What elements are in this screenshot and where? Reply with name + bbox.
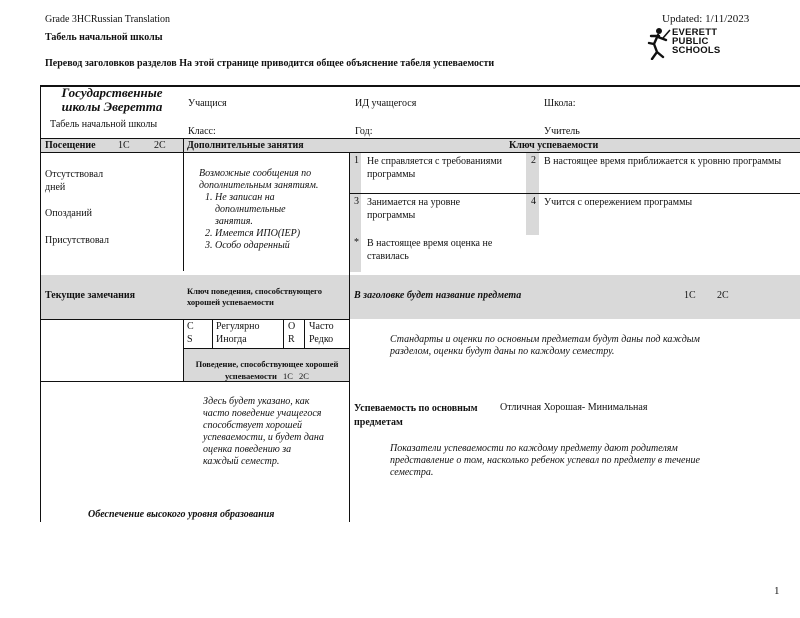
logo-line-3: SCHOOLS xyxy=(672,45,721,56)
additional-item-1: 1. Не записан на дополнительные занятия. xyxy=(215,192,324,228)
additional-explanation: Возможные сообщения по дополнительным занятиям. 1. Не записан на дополнительные занятия. 2. Имеется ИПО(IEP) 3. Особо одаренный xyxy=(199,168,324,252)
behavior-section-title: Поведение, способствующее хорошей успеваемости 1С 2С xyxy=(195,359,339,381)
school-subtitle: Табель начальной школы xyxy=(50,119,158,130)
attendance-row-absent: Отсутствовал дней xyxy=(45,169,104,193)
student-label: Учащися xyxy=(188,98,227,109)
key-text-2: В настоящее время приближается к уровню программы xyxy=(544,156,782,167)
grade-label: Grade 3HCRussian Translation xyxy=(45,14,170,25)
page-number: 1 xyxy=(774,585,780,597)
subject-header: В заголовке будет название предмета xyxy=(354,290,522,301)
standards-note: Стандарты и оценки по основным предметам будут даны под каждым разделом, оценки будут даны по каждому семестру. xyxy=(390,334,700,357)
behavior-code-o: O xyxy=(288,321,296,332)
behavior-key-title: Ключ поведения, способствующего хорошей успеваемости xyxy=(187,286,322,307)
attendance-title: Посещение xyxy=(45,140,96,151)
key-text-star: В настоящее время оценка не ставилась xyxy=(367,238,493,262)
behavior-label-r: Редко xyxy=(309,334,334,345)
logo-line-2: PUBLIC xyxy=(672,36,709,47)
key-num-star: * xyxy=(354,237,359,248)
key-num-4: 4 xyxy=(531,196,536,207)
behavior-label-o: Часто xyxy=(309,321,334,332)
behavior-label-s: Иногда xyxy=(216,334,247,345)
indicators-note: Показатели успеваемости по каждому предмету дают родителям представление о том, насколько ребенок успевал по предмету в течение семестра. xyxy=(390,443,700,478)
teacher-label: Учитель xyxy=(544,126,580,137)
key-text-3: Занимается на уровне программы xyxy=(367,197,461,221)
behavior-code-c: C xyxy=(187,321,194,332)
school-title: Государственные школы Эверетта xyxy=(61,85,163,114)
behavior-code-r: R xyxy=(288,334,295,345)
attendance-col-2: 2С xyxy=(154,140,166,151)
subject-col-2: 2С xyxy=(717,290,729,301)
updated-date: Updated: 1/11/2023 xyxy=(662,13,750,25)
additional-item-3: 3. Особо одаренный xyxy=(215,240,324,252)
key-num-3: 3 xyxy=(354,196,359,207)
attendance-row-present: Присутствовал xyxy=(45,235,109,246)
behavior-footer: Обеспечение высокого уровня образования xyxy=(88,509,275,520)
key-num-2: 2 xyxy=(531,155,536,166)
performance-levels: Отличная Хорошая- Минимальная xyxy=(500,402,648,413)
everett-schools-logo xyxy=(646,26,756,60)
behavior-explanation: Здесь будет указано, как часто поведение учащегося способствует хорошей успеваемости, и будет дана оценка поведению за каждый семестр. xyxy=(203,396,324,467)
student-id-label: ИД учащегося xyxy=(355,98,417,109)
behavior-code-s: S xyxy=(187,334,193,345)
attendance-col-1: 1С xyxy=(118,140,130,151)
behavior-label-c: Регулярно xyxy=(216,321,260,332)
logo-line-1: EVERETT xyxy=(672,27,718,38)
key-num-1: 1 xyxy=(354,155,359,166)
key-text-1: Не справляется с требованиями программы xyxy=(367,156,503,180)
additional-title: Дополнительные занятия xyxy=(187,140,304,151)
comments-title: Текущие замечания xyxy=(45,290,136,301)
runner-icon xyxy=(646,26,674,60)
school-label: Школа: xyxy=(544,98,576,109)
core-subjects-title: Успеваемость по основным предметам xyxy=(354,403,478,428)
class-label: Класс: xyxy=(188,126,216,137)
progress-key-title: Ключ успеваемости xyxy=(509,140,599,151)
section-title: Перевод заголовков разделов На этой странице приводится общее объяснение табеля успеваемости xyxy=(45,58,495,69)
attendance-row-tardy: Опозданий xyxy=(45,208,92,219)
year-label: Год: xyxy=(355,126,373,137)
report-subtitle: Табель начальной школы xyxy=(45,32,163,43)
additional-item-2: 2. Имеется ИПО(IEP) xyxy=(215,228,324,240)
key-text-4: Учится с опережением программы xyxy=(544,197,693,208)
subject-col-1: 1С xyxy=(684,290,696,301)
